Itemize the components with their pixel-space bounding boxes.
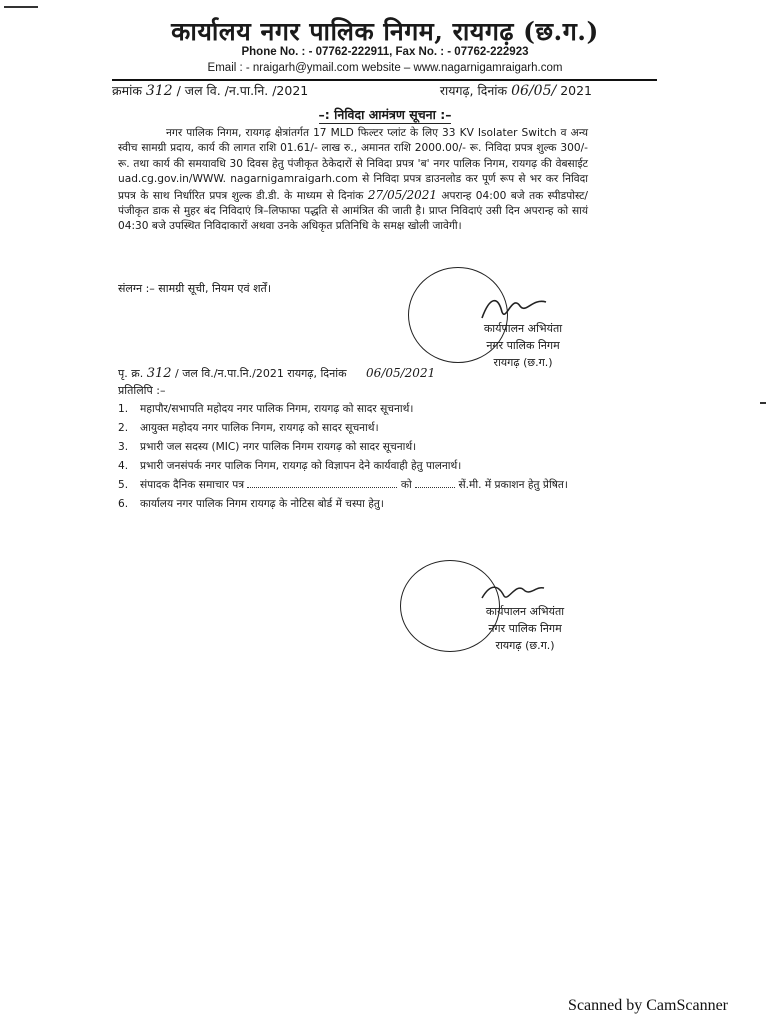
list-item: 6. कार्यालय नगर पालिक निगम रायगढ़ के नोटिस बोर्ड में चस्पा हेतु।: [118, 498, 384, 510]
notice-heading: [0, 106, 770, 123]
signatory-org: नगर पालिक निगम: [486, 339, 560, 352]
list-item: 2. आयुक्त महोदय नगर पालिक निगम, रायगढ़ को सादर सूचनार्थ।: [118, 422, 379, 434]
signatory-place: रायगढ़ (छ.ग.): [493, 356, 553, 369]
copy-ref-number: 312: [146, 366, 172, 381]
office-title: कार्यालय नगर पालिक निगम, रायगढ़ (छ.ग.): [171, 17, 599, 46]
notice-body-part2: अपरान्ह 04:00 बजे तक स्पीडपोस्ट/पंजीकृत डाक से मुहर बंद निविदाएं त्रि–लिफाफा पद्धति से आमंत्रित की जाती है। प्राप्त निविदाएं उसी दिन अपरान्ह को सायं 04:30 बजे उपस्थित निविदाकारों अथवा उनके अधिकृत प्रतिनिधि के समक्ष खोली जावेगी।: [118, 189, 588, 233]
signature-mark: [478, 578, 548, 604]
header-rule: [112, 79, 657, 81]
reference-line: [112, 82, 592, 99]
notice-body-part1: नगर पालिक निगम, रायगढ़ क्षेत्रांतर्गत 17 MLD फिल्टर प्लांट के लिए 33 KV Isolater Switch व अन्य स्वीच सामग्री प्रदाय, कार्य की लागत राशि 01.61/- लाख रु., अमानत राशि 2000.00/- रू. निविदा प्रपत्र शुल्क 300/- रू. तथा कार्य की समयावधि 30 दिवस हेतु पंजीकृत ठेकेदारों से निविदा प्रपत्र 'ब' नगर पालिक निगम, रायगढ़ की वेबसाईट uad.cg.gov.in/WWW. nagarnigamraigarh.com से निविदा प्रपत्र डाउनलोड कर पूर्ण रूप से भर कर निविदा प्रपत्र के साथ निर्धारित प्रपत्र शुल्क डी.डी. के माध्यम से दिनांक: [118, 127, 588, 202]
reference-date: [440, 82, 592, 99]
submission-date-handwritten: 27/05/2021: [367, 187, 437, 202]
signatory-title: कार्यपालन अभियंता: [483, 322, 563, 335]
copy-ref-date-handwritten: 06/05/2021: [366, 366, 436, 380]
copy-recipients-list: [118, 402, 593, 516]
notice-heading-text: –: निविदा आमंत्रण सूचना :–: [318, 107, 452, 122]
copy-to-label: प्रतिलिपि :–: [118, 384, 166, 397]
scanner-watermark: Scanned by CamScanner: [568, 997, 728, 1014]
margin-dash: [760, 402, 766, 404]
notice-body: [118, 126, 588, 235]
signatory-block: [448, 320, 598, 371]
place-date-label: रायगढ़, दिनांक: [439, 83, 508, 98]
copy-ref-prefix: पृ. क्र.: [118, 367, 144, 380]
reference-number: 312: [145, 83, 173, 99]
reference-date-handwritten: 06/05/: [511, 83, 557, 99]
list-item: 3. प्रभारी जल सदस्य (MIC) नगर पालिक निगम रायगढ़ को सादर सूचनार्थ।: [118, 441, 417, 453]
signatory-block: [450, 603, 600, 654]
signatory-title: कार्यपालन अभियंता: [485, 605, 565, 618]
signatory-place: रायगढ़ (छ.ग.): [495, 639, 555, 652]
scan-edge-mark: [4, 6, 38, 8]
copy-ref-dept: / जल वि./न.पा.नि./2021 रायगढ़, दिनांक: [175, 367, 347, 380]
enclosure-line: संलग्न :– सामग्री सूची, नियम एवं शर्तें।: [118, 282, 271, 295]
reference-year: 2021: [560, 83, 592, 98]
list-item: 4. प्रभारी जनसंपर्क नगर पालिक निगम, रायगढ़ को विज्ञापन देने कार्यवाही हेतु पालनार्थ।: [118, 460, 462, 472]
reference-dept: / जल वि. /न.पा.नि. /2021: [176, 83, 309, 98]
email-website-line: Email : - nraigarh@ymail.com website – www.nagarnigamraigarh.com: [207, 62, 563, 74]
signature-mark: [480, 292, 550, 322]
list-item: 5. संपादक दैनिक समाचार पत्र को सें.मी. में प्रकाशन हेतु प्रेषित।: [118, 479, 568, 491]
copy-reference-line: [118, 366, 435, 381]
reference-prefix: क्रमांक: [112, 83, 142, 98]
signatory-org: नगर पालिक निगम: [488, 622, 562, 635]
list-item: 1. महापौर/सभापति महोदय नगर पालिक निगम, रायगढ़ को सादर सूचनार्थ।: [118, 403, 414, 415]
phone-fax-line: Phone No. : - 07762-222911, Fax No. : - 07762-222923: [241, 46, 529, 58]
